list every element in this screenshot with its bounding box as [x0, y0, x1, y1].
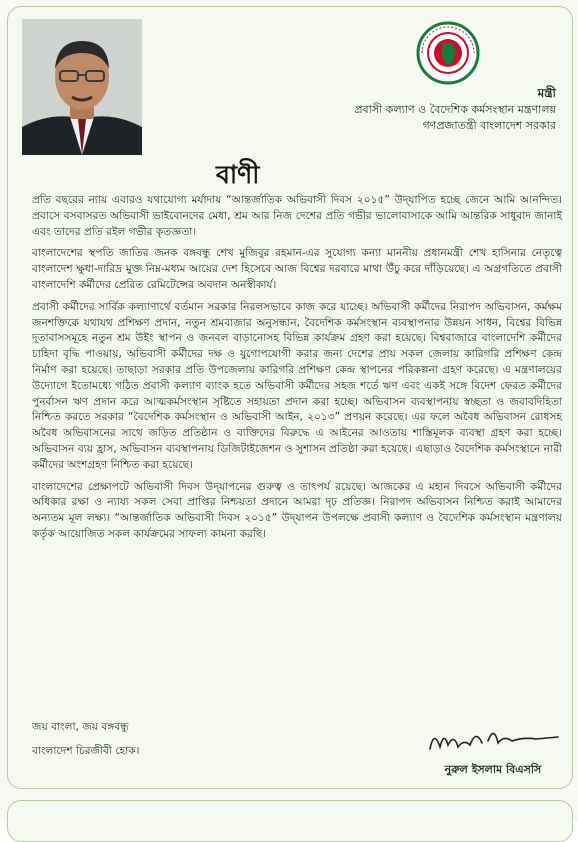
message-card	[7, 6, 573, 789]
author-header	[226, 85, 556, 134]
message-body	[32, 193, 562, 549]
closing-line: জয় বাংলা, জয় বঙ্গবন্ধু	[32, 721, 129, 733]
minister-photo	[22, 19, 142, 155]
paragraph: বাংলাদেশের প্রেক্ষাপটে অভিবাসী দিবস উদ্‌যাপনের গুরুত্ব ও তাৎপর্য রয়েছে। আজকের এ মহান দিবসে অভিবাসী কর্মীদের অধিকার রক্ষা ও ন্যায্য সকল সেবা প্রাপ্তির নিশ্চয়তা প্রদানে আমরা দৃঢ় প্রতিজ্ঞ। নিরাপদ অভিবাসন নিশ্চিত করাই আমাদের অন্যতম মূল লক্ষ্য। “আন্তর্জাতিক অভিবাসী দিবস ২০১৫” উদ্‌যাপন উপলক্ষে প্রবাসী কল্যাণ ও বৈদেশিক কর্মসংস্থান মন্ত্রণালয় কর্তৃক আয়োজিত সকল কার্যক্রমের সাফল্য কামনা করছি।	[32, 480, 562, 540]
signatory-name: নুরুল ইসলাম বিএসসি	[444, 763, 542, 776]
handwritten-signature	[424, 721, 564, 757]
ministry-name: প্রবাসী কল্যাণ ও বৈদেশিক কর্মসংস্থান মন্ত্রণালয়	[354, 103, 556, 116]
paragraph: প্রতি বছরের ন্যায় এবারও যথাযোগ্য মর্যাদায় “আন্তর্জাতিক অভিবাসী দিবস ২০১৫” উদ্‌যাপিত হচ্ছে জেনে আমি আনন্দিত। প্রবাসে বসবাসরত অভিবাসী ভাইবোনদের মেধা, শ্রম আর নিজ দেশের প্রতি গভীর ভালোবাসাকে আমি আন্তরিক সাধুবাদ জানাই এবং তাদের প্রতি রইল গভীর কৃতজ্ঞতা।	[32, 194, 562, 238]
government-name: গণপ্রজাতন্ত্রী বাংলাদেশ সরকার	[422, 119, 556, 132]
government-seal-icon	[416, 21, 480, 85]
author-title: মন্ত্রী	[537, 86, 556, 100]
paragraph: প্রবাসী কর্মীদের সার্বিক কল্যাণার্থে বর্তমান সরকার নিরলসভাবে কাজ করে যাচ্ছে। অভিবাসী কর্মীদের নিরাপদ অভিবাসন, কর্মক্ষম জনশক্তিকে যথাযথ প্রশিক্ষণ প্রদান, নতুন শ্রমবাজার অনুসন্ধান, বৈদেশিক কর্মসংস্থান ব্যবস্থাপনার উন্নয়ন সাধন, বিশ্বের বিভিন্ন দূতাবাসসমূহে নতুন শ্রম উইং স্থাপন ও জনবল বাড়ানোসহ বিভিন্ন কার্যক্রম গ্রহণ করা হয়েছে। বিশ্ববাজারে বাংলাদেশি কর্মীদের চাহিদা বৃদ্ধি পাওয়ায়, অভিবাসী কর্মীদের দক্ষ ও যুগোপযোগী করার জন্য দেশের প্রায় সকল জেলায় কারিগরি প্রশিক্ষণ কেন্দ্র নির্মাণ করা হয়েছে। তাছাড়া সরকার প্রতি উপজেলায় কারিগরি প্রশিক্ষণ কেন্দ্র স্থাপনের পরিকল্পনা গ্রহণ করেছে। এ মন্ত্রণালয়ের উদ্যোগে ইতোমধ্যে গঠিত প্রবাসী কল্যাণ ব্যাংক হতে অভিবাসী কর্মীদের সহজ শর্তে ঋণ এবং একই সঙ্গে বিদেশ ফেরত কর্মীদের পুনর্বাসন ঋণ প্রদান করে আত্মকর্মসংস্থান সৃষ্টিতে সহায়তা প্রদান করা হচ্ছে। অভিবাসন ব্যবস্থাপনায় স্বচ্ছতা ও জবাবদিহিতা নিশ্চিত করতে সরকার “বৈদেশিক কর্মসংস্থান ও অভিবাসী আইন, ২০১৩” প্রণয়ন করেছে। এর ফলে অবৈধ অভিবাসন রোধসহ অবৈধ অভিবাসনের সাথে জড়িত প্রতিষ্ঠান ও ব্যক্তিদের বিরুদ্ধে এ আইনের আওতায় শাস্তিমূলক ব্যবস্থা গ্রহণ করা হচ্ছে। অভিবাসন ব্যয় হ্রাস, অভিবাসন ব্যবস্থাপনায় ডিজিটাইজেশন ও সুশাসন প্রতিষ্ঠা করা হয়েছে। এছাড়াও বৈদেশিক কর্মসংস্থানে নারী কর্মীদের অংশগ্রহণ নিশ্চিত করা হয়েছে।	[32, 300, 562, 471]
message-heading: বাণী	[216, 160, 260, 189]
next-card-edge	[7, 800, 573, 842]
closing-line: বাংলাদেশ চিরজীবী হোক।	[32, 745, 140, 757]
paragraph: বাংলাদেশের স্থপতি জাতির জনক বঙ্গবন্ধু শেখ মুজিবুর রহমান-এর সুযোগ্য কন্যা মাননীয় প্রধানমন্ত্রী শেখ হাসিনার নেতৃত্বে বাংলাদেশ ক্ষুধা-দারিদ্র মুক্ত নিম্ন-মধ্যম আয়ের দেশ হিসেবে আজ বিশ্বের দরবারে মাথা উঁচু করে দাঁড়িয়েছে। এ অগ্রগতিতে প্রবাসী বাংলাদেশি কর্মীদের প্রেরিত রেমিটেন্সের অবদান অনস্বীকার্য।	[32, 247, 562, 291]
closing-lines	[32, 719, 139, 767]
